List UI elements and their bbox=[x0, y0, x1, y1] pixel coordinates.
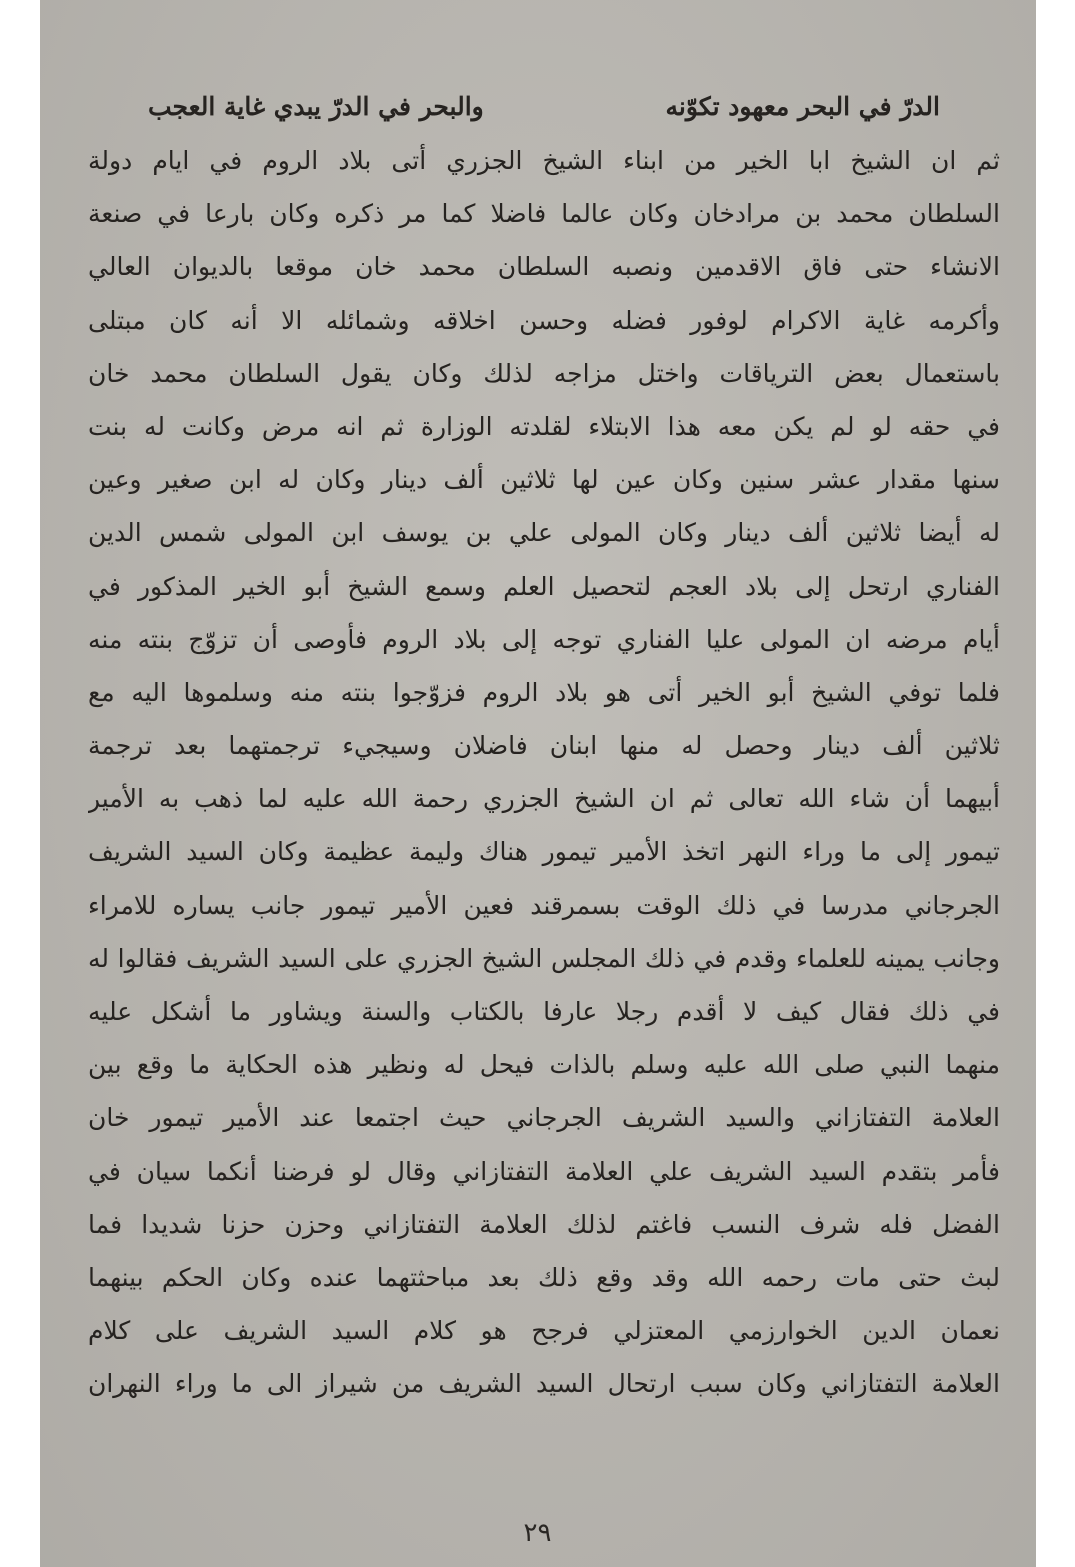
page-number: ٢٩ bbox=[523, 1518, 552, 1548]
text-line: فأمر بتقدم السيد الشريف علي العلامة التفتازاني وقال لو فرضنا أنكما سيان في bbox=[88, 1156, 1000, 1186]
text-line: فلما توفي الشيخ أبو الخير أتى هو بلاد الروم فزوّجوا بنته منه وسلموها اليه مع bbox=[88, 677, 1000, 707]
text-line: في ذلك فقال كيف لا أقدم رجلا عارفا بالكتاب والسنة ويشاور ما أشكل عليه bbox=[88, 997, 1000, 1026]
poetry-verse bbox=[88, 80, 1000, 134]
text-line: باستعمال بعض الترياقات واختل مزاجه لذلك وكان يقول السلطان محمد خان bbox=[88, 358, 1000, 388]
text-line: الجرجاني مدرسا في ذلك الوقت بسمرقند فعين الأمير تيمور جانب يساره للامراء bbox=[88, 890, 1000, 920]
text-line: الانشاء حتى فاق الاقدمين ونصبه السلطان محمد خان موقعا بالديوان العالي bbox=[88, 252, 1000, 282]
text-line: أيام مرضه ان المولى عليا الفناري توجه إلى بلاد الروم فأوصى أن تزوّج بنته منه bbox=[88, 624, 1000, 654]
verse-left-hemistich: والبحر في الدرّ يبدي غاية العجب bbox=[148, 92, 484, 121]
text-line: سنها مقدار عشر سنين وكان عين لها ثلاثين ألف دينار وكان له ابن صغير وعين bbox=[88, 465, 1000, 495]
text-line: لبث حتى مات رحمه الله وقد وقع ذلك بعد مباحثتهما عنده وكان الحكم بينهما bbox=[88, 1262, 1000, 1292]
text-line: الفناري ارتحل إلى بلاد العجم لتحصيل العلم وسمع الشيخ أبو الخير المذكور في bbox=[88, 571, 1000, 601]
verse-right-hemistich: الدرّ في البحر معهود تكوّنه bbox=[665, 92, 940, 121]
text-line: في حقه لو لم يكن معه هذا الابتلاء لقلدته الوزارة ثم انه مرض وكانت له بنت bbox=[88, 411, 1000, 441]
text-line: السلطان محمد بن مرادخان وكان عالما فاضلا كما مر ذكره وكان بارعا في صنعة bbox=[88, 199, 1000, 229]
text-line: منهما النبي صلى الله عليه وسلم بالذات فيحل له ونظير هذه الحكاية ما وقع بين bbox=[88, 1050, 1000, 1080]
text-line: العلامة التفتازاني والسيد الشريف الجرجاني حيث اجتمعا عند الأمير تيمور خان bbox=[88, 1103, 1000, 1133]
book-page bbox=[40, 0, 1036, 1567]
text-line: له أيضا ثلاثين ألف دينار وكان المولى علي بن يوسف ابن المولى شمس الدين bbox=[88, 518, 1000, 548]
text-line: وأكرمه غاية الاكرام لوفور فضله وحسن اخلاقه وشمائله الا أنه كان مبتلى bbox=[88, 305, 1000, 335]
text-line: نعمان الدين الخوارزمي المعتزلي فرجح هو كلام السيد الشريف على كلام bbox=[88, 1316, 1000, 1346]
text-line: أبيهما أن شاء الله تعالى ثم ان الشيخ الجزري رحمة الله عليه لما ذهب به الأمير bbox=[88, 784, 1000, 814]
text-line: الفضل فله شرف النسب فاغتم لذلك العلامة التفتازاني وحزن حزنا شديدا فما bbox=[88, 1209, 1000, 1239]
paragraph bbox=[88, 134, 1000, 1411]
text-line: وجانب يمينه للعلماء وقدم في ذلك المجلس الشيخ الجزري على السيد الشريف فقالوا له bbox=[88, 943, 1000, 973]
body-text bbox=[88, 80, 1000, 1411]
text-line: العلامة التفتازاني وكان سبب ارتحال السيد الشريف من شيراز الى ما وراء النهران bbox=[88, 1369, 1000, 1399]
text-line: تيمور إلى ما وراء النهر اتخذ الأمير تيمور هناك وليمة عظيمة وكان السيد الشريف bbox=[88, 837, 1000, 867]
text-line: ثلاثين ألف دينار وحصل له منها ابنان فاضلان وسيجيء ترجمتهما بعد ترجمة bbox=[88, 731, 1000, 761]
text-line: ثم ان الشيخ ابا الخير من ابناء الشيخ الجزري أتى بلاد الروم في ايام دولة bbox=[88, 146, 1000, 175]
